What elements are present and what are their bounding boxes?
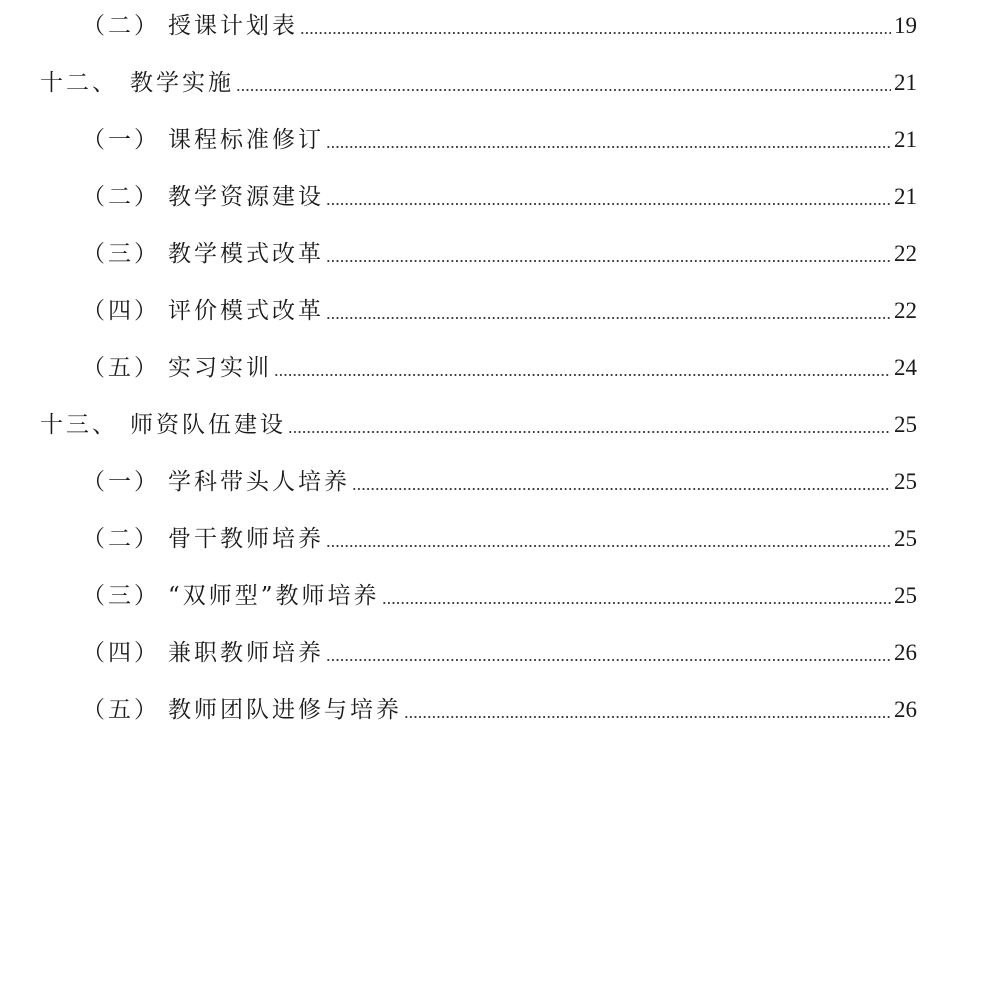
toc-entry[interactable]: [0, 155, 1000, 212]
dot-leader: [274, 374, 891, 376]
toc-entry-number: （四）: [82, 298, 160, 324]
toc-entry-number: （二）: [82, 13, 160, 39]
toc-entry[interactable]: [0, 98, 1000, 155]
dot-leader: [326, 545, 891, 547]
dot-leader: [326, 659, 891, 661]
toc-entry-number: （四）: [82, 640, 160, 666]
toc-entry-title: 兼职教师培养: [168, 640, 324, 666]
dot-leader: [236, 89, 891, 91]
toc-entry[interactable]: [0, 668, 1000, 725]
toc-entry-number: （一）: [82, 469, 160, 495]
toc-entry[interactable]: [0, 554, 1000, 611]
toc-entry[interactable]: [0, 383, 1000, 440]
toc-entry-number: （一）: [82, 127, 160, 153]
dot-leader: [382, 602, 891, 604]
toc-entry[interactable]: [0, 41, 1000, 98]
toc-entry-page: 24: [894, 355, 917, 380]
toc-entry[interactable]: [0, 0, 1000, 41]
toc-entry-title: 骨干教师培养: [168, 526, 324, 552]
toc-entry-page: 19: [894, 13, 917, 38]
toc-entry-title: “双师型”教师培养: [168, 583, 380, 609]
dot-leader: [288, 431, 891, 433]
toc-entry-page: 25: [894, 412, 917, 437]
dot-leader: [300, 32, 891, 34]
toc-entry-title: 师资队伍建设: [130, 412, 286, 438]
toc-entry-number: （二）: [82, 526, 160, 552]
toc-entry-number: （二）: [82, 184, 160, 210]
toc-entry-title: 授课计划表: [168, 13, 298, 39]
toc-entry-page: 26: [894, 697, 917, 722]
toc-entry[interactable]: [0, 611, 1000, 668]
dot-leader: [326, 146, 891, 148]
toc-entry-title: 课程标准修订: [168, 127, 324, 153]
toc-entry[interactable]: [0, 212, 1000, 269]
toc-entry-title: 教学模式改革: [168, 241, 324, 267]
toc-entry-number: （五）: [82, 355, 160, 381]
toc-entry-title: 教师团队进修与培养: [168, 697, 402, 723]
toc-entry-page: 22: [894, 298, 917, 323]
toc-entry[interactable]: [0, 440, 1000, 497]
toc-entry-number: （五）: [82, 697, 160, 723]
dot-leader: [326, 260, 891, 262]
toc-entry-page: 21: [894, 127, 917, 152]
toc-entry[interactable]: [0, 269, 1000, 326]
dot-leader: [352, 488, 891, 490]
toc-entry-number: 十三、: [40, 412, 118, 438]
toc-entry-title: 实习实训: [168, 355, 272, 381]
toc-entry-page: 25: [894, 469, 917, 494]
toc-entry-title: 学科带头人培养: [168, 469, 350, 495]
toc-entry-title: 评价模式改革: [168, 298, 324, 324]
toc-entry-title: 教学资源建设: [168, 184, 324, 210]
toc-entry-page: 21: [894, 184, 917, 209]
toc-entry[interactable]: [0, 497, 1000, 554]
dot-leader: [326, 317, 891, 319]
toc-entry-page: 25: [894, 583, 917, 608]
toc-entry-title: 教学实施: [130, 70, 234, 96]
toc-entry-page: 22: [894, 241, 917, 266]
toc-entry-number: （三）: [82, 241, 160, 267]
toc-entry-page: 26: [894, 640, 917, 665]
dot-leader: [326, 203, 891, 205]
dot-leader: [404, 716, 891, 718]
toc-entry-page: 21: [894, 70, 917, 95]
toc-entry-number: 十二、: [40, 70, 118, 96]
toc-entry-number: （三）: [82, 583, 160, 609]
toc-entry-page: 25: [894, 526, 917, 551]
toc-entry[interactable]: [0, 326, 1000, 383]
